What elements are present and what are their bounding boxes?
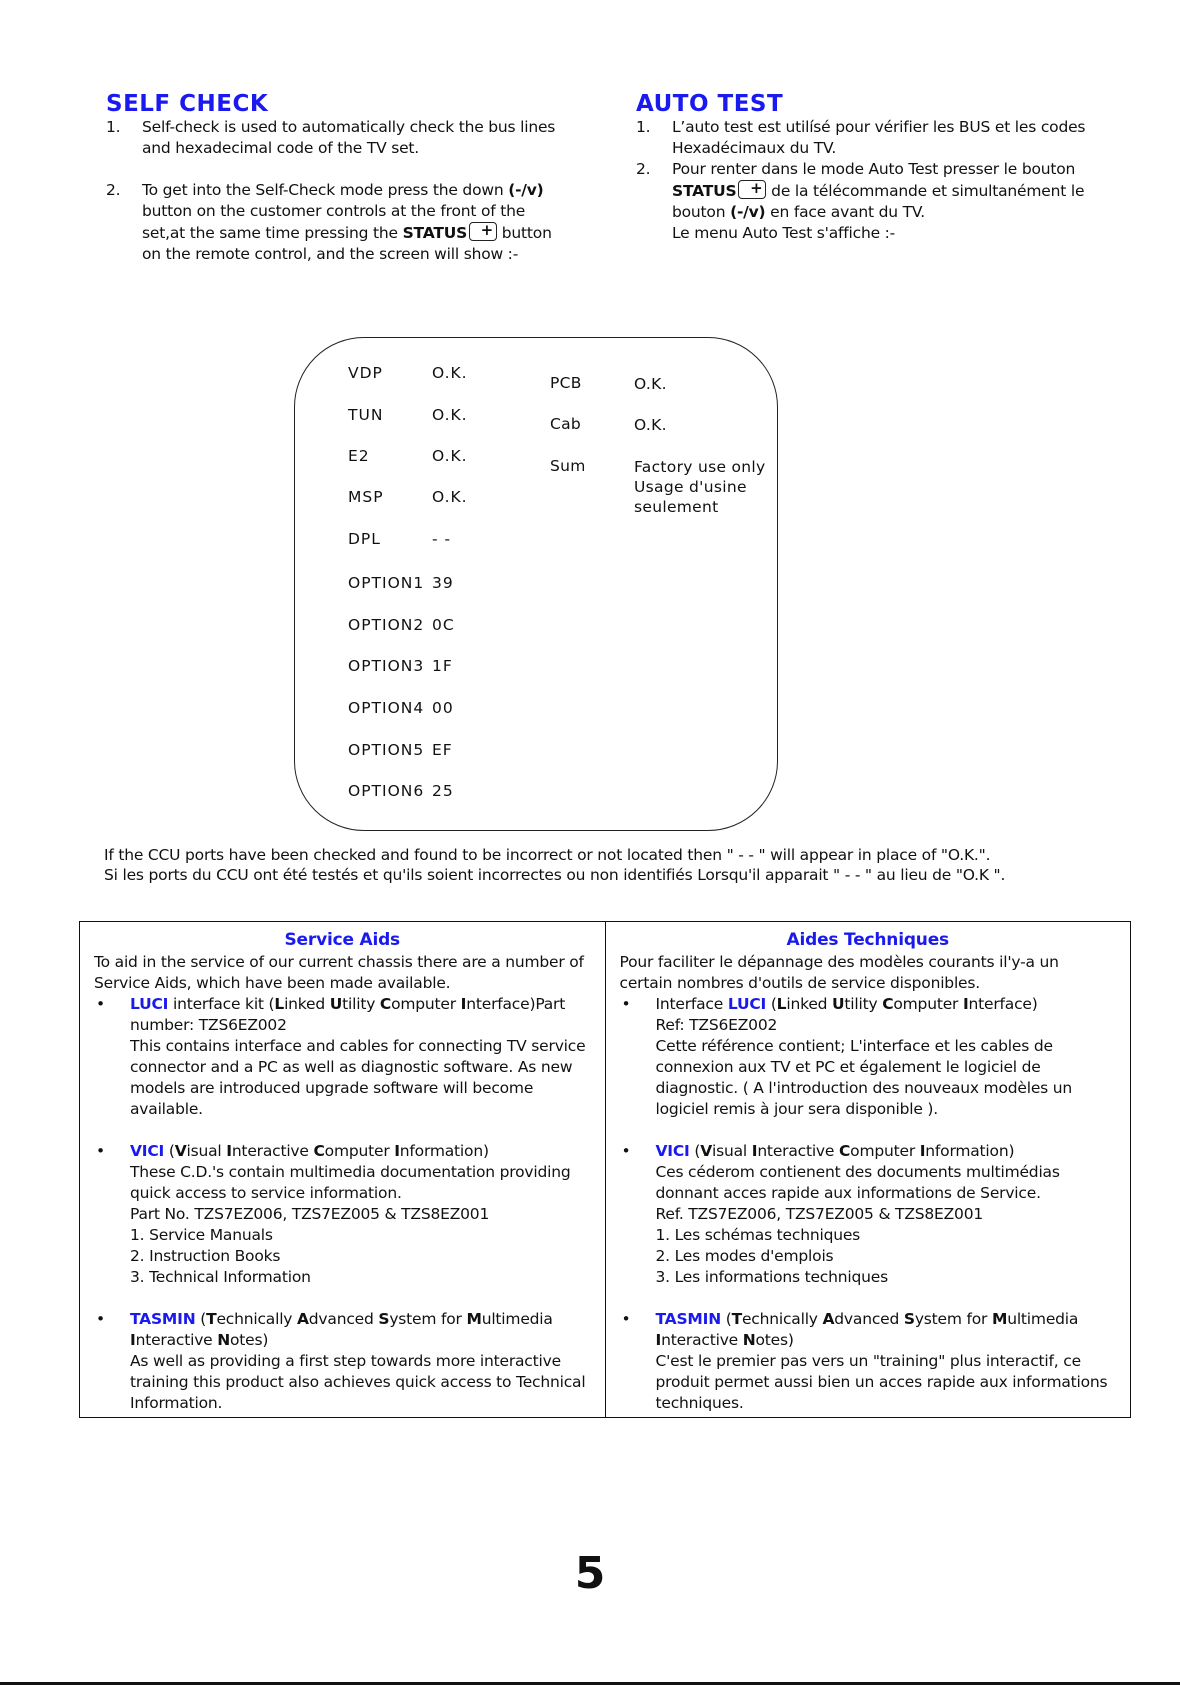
step-text: Le menu Auto Test s'affiche :- — [672, 224, 896, 242]
service-aid-name: LUCI — [727, 995, 767, 1013]
step-number: 2. — [106, 181, 121, 199]
screen-row — [348, 574, 454, 592]
screen-row-label: DPL — [348, 530, 381, 548]
screen-row-value: EF — [432, 741, 453, 759]
service-aid-name: VICI — [130, 1142, 165, 1160]
acronym-letter: I — [394, 1142, 400, 1160]
service-aid-text: Part number: TZS6EZ002 — [130, 995, 566, 1034]
acronym-letter: S — [903, 1310, 915, 1328]
auto-test-title: AUTO TEST — [636, 91, 784, 117]
aides-techniques-intro: Pour faciliter le dépannage des modèles courants il'y-a un certain nombres d'outils de service disponibles. — [619, 953, 1059, 992]
tv-screen-display — [294, 337, 778, 831]
acronym-letter: I — [130, 1331, 136, 1349]
ccu-note-fr: Si les ports du CCU ont été testés et qu'ils soient incorrectes ou non identifiés Lorsqu'il apparait " - - " au lieu de "O.K ". — [104, 866, 1006, 884]
acronym-word: dvanced — [308, 1310, 379, 1328]
acronym-letter: I — [655, 1331, 662, 1349]
service-aids-column — [80, 922, 605, 1417]
screen-row — [550, 415, 667, 435]
auto-test-section — [636, 91, 1086, 244]
aides-techniques-title: Aides Techniques — [786, 930, 949, 950]
acronym-letter: V — [700, 1142, 712, 1160]
acronym-letter: M — [991, 1310, 1008, 1328]
service-aids-table — [79, 921, 1131, 1418]
auto-test-step-1 — [636, 117, 1086, 159]
acronym-word: nteractive — [135, 1331, 218, 1349]
service-aid-description: Part No. TZS7EZ006, TZS7EZ005 & TZS8EZ001 — [130, 1205, 490, 1223]
self-check-steps — [106, 117, 556, 265]
acronym-word: omputer — [324, 1142, 395, 1160]
acronym-letter: S — [378, 1310, 390, 1328]
bullet-icon: • — [96, 995, 105, 1013]
service-aid-item — [94, 1309, 591, 1414]
screen-row — [348, 657, 453, 675]
spacer — [94, 1120, 591, 1141]
screen-row-value: O.K. — [432, 447, 468, 465]
step-number: 1. — [636, 118, 651, 136]
screen-row-value: 39 — [432, 574, 454, 592]
service-aid-name: TASMIN — [655, 1310, 721, 1328]
service-aid-text: ( — [689, 1142, 701, 1160]
acronym-word: omputer — [893, 995, 963, 1013]
bullet-icon: • — [96, 1142, 105, 1160]
acronym-letter: L — [776, 995, 787, 1013]
bullet-icon: • — [621, 995, 631, 1013]
screen-row — [348, 699, 454, 717]
acronym-letter: M — [466, 1310, 482, 1328]
screen-row — [348, 741, 453, 759]
auto-test-step-2 — [636, 159, 1086, 244]
acronym-letter: L — [274, 995, 285, 1013]
step-text: button on the customer controls at the front of the set,at the same time pressing the — [142, 202, 526, 242]
bullet-icon: • — [96, 1310, 105, 1328]
acronym-word: inked — [786, 995, 833, 1013]
acronym-word: omputer — [850, 1142, 920, 1160]
acronym-letter: U — [832, 995, 845, 1013]
service-aid-description: 2. Instruction Books — [130, 1247, 281, 1265]
acronym-word: nterface) — [968, 995, 1038, 1013]
screen-row-value-line: Usage d'usine — [634, 478, 747, 496]
service-aid-description: 1. Service Manuals — [130, 1226, 273, 1244]
ccu-note-en: If the CCU ports have been checked and found to be incorrect or not located then " - - " will appear in place of "O.K.". — [104, 846, 991, 864]
service-aid-item — [620, 1141, 1117, 1288]
service-aid-item — [620, 994, 1117, 1120]
screen-row-label: OPTION4 — [348, 699, 425, 717]
screen-row — [348, 447, 468, 465]
service-aids-title: Service Aids — [284, 930, 400, 950]
down-button-label: (-/v) — [730, 203, 766, 221]
acronym-letter: I — [460, 995, 467, 1013]
acronym-word: nteractive — [757, 1142, 839, 1160]
bullet-icon: • — [621, 1142, 631, 1160]
screen-row-value: 1F — [432, 657, 453, 675]
acronym-letter: A — [822, 1310, 835, 1328]
service-aid-description: Ces céderom contienent des documents multimédias donnant acces rapide aux informations de Service. — [655, 1163, 1060, 1202]
acronym-letter: A — [297, 1310, 309, 1328]
status-button-label: STATUS — [402, 224, 468, 242]
screen-row-value: 0C — [432, 616, 455, 634]
acronym-letter: C — [882, 995, 894, 1013]
self-check-step-2 — [106, 180, 556, 265]
service-aids-intro: To aid in the service of our current chassis there are a number of Service Aids, which have been made available. — [94, 953, 584, 992]
acronym-word: ultimedia — [481, 1310, 553, 1328]
service-aid-prefix: Interface — [655, 995, 728, 1013]
acronym-word: echnically — [741, 1310, 823, 1328]
acronym-letter: T — [731, 1310, 742, 1328]
service-aid-description: These C.D.'s contain multimedia documentation providing quick access to service information. — [130, 1163, 571, 1202]
service-aid-item — [94, 1141, 591, 1288]
plus-key-icon: + — [469, 222, 497, 241]
service-aid-heading — [130, 994, 591, 1036]
screen-row-label: TUN — [348, 406, 384, 424]
service-aid-heading — [130, 1309, 591, 1351]
status-button-label: STATUS — [672, 182, 737, 200]
screen-row-value: - - — [432, 530, 452, 548]
screen-row-label: MSP — [348, 488, 384, 506]
spacer — [620, 1288, 1117, 1309]
screen-row-label: OPTION1 — [348, 574, 425, 592]
screen-row — [348, 530, 451, 548]
acronym-letter: N — [742, 1331, 756, 1349]
self-check-title: SELF CHECK — [106, 91, 269, 117]
screen-row-label: OPTION2 — [348, 616, 425, 634]
service-aid-description: C'est le premier pas vers un "training" plus interactif, ce produit permet aussi bien un acces rapide aux informations techniques. — [655, 1352, 1108, 1412]
service-aid-heading — [130, 1141, 591, 1162]
screen-row — [550, 457, 766, 517]
screen-row-value — [634, 457, 766, 517]
acronym-word: tility — [342, 995, 380, 1013]
service-aid-text: ( — [195, 1310, 207, 1328]
acronym-word: nteractive — [661, 1331, 743, 1349]
acronym-word: nformation) — [925, 1142, 1015, 1160]
acronym-letter: I — [962, 995, 969, 1013]
acronym-word: nteractive — [231, 1142, 314, 1160]
step-text: de la télécommande et simultanément le bouton — [672, 182, 1085, 221]
acronym-letter: I — [751, 1142, 758, 1160]
step-text: Self-check is used to automatically check the bus lines and hexadecimal code of the TV set. — [142, 118, 556, 157]
step-number: 1. — [106, 118, 121, 136]
screen-row-value-line: O.K. — [634, 416, 667, 434]
service-aid-description: 3. Technical Information — [130, 1268, 311, 1286]
step-text: Pour renter dans le mode Auto Test presser le bouton — [672, 160, 1076, 178]
screen-row-value — [634, 374, 667, 394]
acronym-letter: C — [838, 1142, 851, 1160]
step-text: To get into the Self-Check mode press the down — [142, 181, 509, 199]
acronym-letter: C — [379, 995, 392, 1013]
step-text: L’auto test est utilísé pour vérifier les BUS et les codes Hexadécimaux du TV. — [672, 118, 1086, 157]
acronym-letter: T — [206, 1310, 217, 1328]
screen-row-label: OPTION5 — [348, 741, 425, 759]
screen-row-label: Cab — [550, 415, 582, 433]
acronym-word: tility — [844, 995, 883, 1013]
service-aid-heading — [656, 994, 1117, 1015]
page-number: 5 — [574, 1548, 606, 1599]
acronym-word: dvanced — [834, 1310, 904, 1328]
service-aid-description: 1. Les schémas techniques — [655, 1226, 861, 1244]
acronym-letter: I — [919, 1142, 926, 1160]
service-aid-heading — [656, 1309, 1117, 1351]
acronym-word: ystem for — [389, 1310, 467, 1328]
screen-row-label: VDP — [348, 364, 383, 382]
step-text: en face avant du TV. — [765, 203, 925, 221]
screen-row — [348, 488, 468, 506]
acronym-word: ystem for — [914, 1310, 992, 1328]
ccu-note — [104, 845, 1005, 885]
service-aid-item — [620, 1309, 1117, 1414]
screen-row-value-line: O.K. — [634, 375, 667, 393]
screen-row-value: O.K. — [432, 406, 468, 424]
acronym-word: otes) — [230, 1331, 269, 1349]
step-text: button on the remote control, and the screen will show :- — [142, 224, 552, 263]
screen-row-label: E2 — [348, 447, 370, 465]
screen-row-value-line: Factory use only — [634, 458, 766, 476]
aides-techniques-list — [620, 994, 1117, 1414]
screen-row — [348, 406, 468, 424]
spacer — [620, 1120, 1117, 1141]
service-aid-text: interface kit ( — [168, 995, 275, 1013]
screen-row-value: O.K. — [432, 364, 468, 382]
acronym-word: isual — [186, 1142, 227, 1160]
spacer — [94, 1288, 591, 1309]
plus-key-icon: + — [738, 180, 766, 199]
service-aid-name: VICI — [655, 1142, 690, 1160]
service-aid-description: Cette référence contient; L'interface et les cables de connexion aux TV et PC et également le logiciel de diagnostic. ( A l'introduction des nouveaux modèles un logiciel remis à jour sera disponible ). — [655, 1037, 1073, 1118]
step-number: 2. — [636, 160, 651, 178]
acronym-word: nterface) — [466, 995, 536, 1013]
service-aid-text: ( — [721, 1310, 732, 1328]
bullet-icon: • — [621, 1310, 631, 1328]
service-aid-description: Ref: TZS6EZ002 — [655, 1016, 778, 1034]
acronym-word: otes) — [755, 1331, 794, 1349]
acronym-word: isual — [711, 1142, 752, 1160]
screen-row-label: Sum — [550, 457, 586, 475]
screen-row-label: OPTION6 — [348, 782, 425, 800]
screen-row — [550, 374, 667, 394]
screen-row-value: O.K. — [432, 488, 468, 506]
screen-row — [348, 782, 454, 800]
screen-row — [348, 364, 468, 382]
screen-row-label: PCB — [550, 374, 582, 392]
service-aid-heading — [656, 1141, 1117, 1162]
acronym-word: echnically — [216, 1310, 297, 1328]
screen-row-value — [634, 415, 667, 435]
acronym-word: inked — [284, 995, 330, 1013]
auto-test-steps — [636, 117, 1086, 244]
spacer — [106, 159, 556, 180]
acronym-word: omputer — [391, 995, 461, 1013]
service-aid-description: This contains interface and cables for connecting TV service connector and a PC as well as diagnostic software. As new models are introduced upgrade software will become available. — [130, 1037, 586, 1118]
screen-row — [348, 616, 455, 634]
acronym-letter: I — [226, 1142, 232, 1160]
self-check-step-1 — [106, 117, 556, 159]
screen-row-value: 00 — [432, 699, 454, 717]
acronym-word: ultimedia — [1007, 1310, 1079, 1328]
screen-row-value-line: seulement — [634, 498, 719, 516]
service-aid-text: ( — [164, 1142, 175, 1160]
screen-row-value: 25 — [432, 782, 454, 800]
service-aid-description: 2. Les modes d'emplois — [655, 1247, 834, 1265]
service-aid-name: TASMIN — [130, 1310, 196, 1328]
acronym-letter: C — [313, 1142, 325, 1160]
self-check-section — [106, 91, 556, 265]
service-aid-description: 3. Les informations techniques — [655, 1268, 888, 1286]
acronym-letter: U — [329, 995, 343, 1013]
acronym-letter: N — [217, 1331, 231, 1349]
service-aid-name: LUCI — [130, 995, 169, 1013]
screen-row-label: OPTION3 — [348, 657, 425, 675]
service-aid-description: Ref. TZS7EZ006, TZS7EZ005 & TZS8EZ001 — [655, 1205, 984, 1223]
acronym-letter: V — [174, 1142, 187, 1160]
service-aids-list — [94, 994, 591, 1414]
down-button-label: (-/v) — [508, 181, 544, 199]
service-aid-description: As well as providing a first step towards more interactive training this product also achieves quick access to Technical Information. — [130, 1352, 586, 1412]
acronym-word: nformation) — [399, 1142, 489, 1160]
aides-techniques-column — [605, 922, 1131, 1417]
service-aid-text: ( — [766, 995, 777, 1013]
service-aid-item — [94, 994, 591, 1120]
